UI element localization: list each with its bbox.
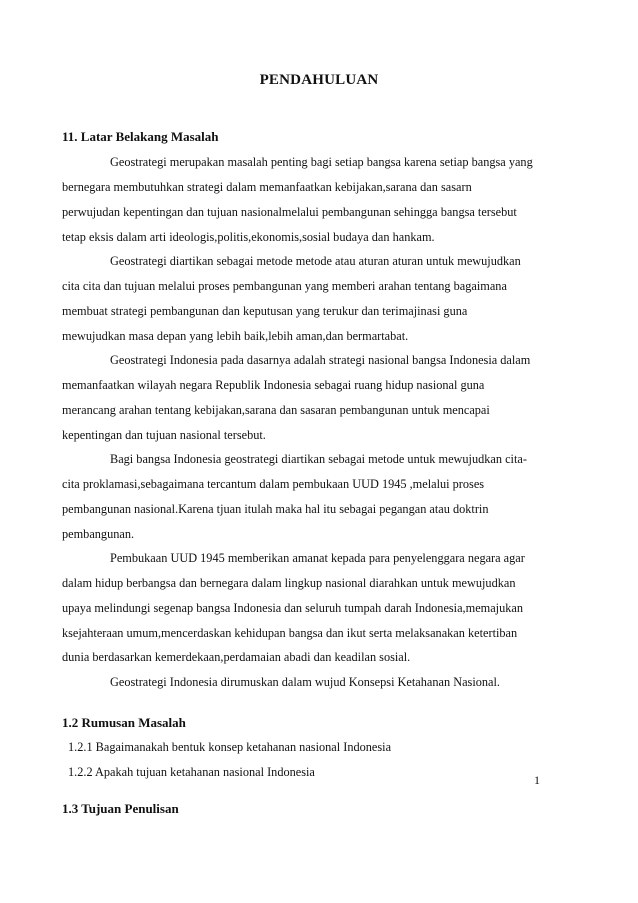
section-heading-latar-belakang: 11. Latar Belakang Masalah (62, 129, 219, 144)
paragraph-line: tetap eksis dalam arti ideologis,politis,ekonomis,sosial budaya dan hankam. (62, 230, 435, 244)
paragraph-line: merancang arahan tentang kebijakan,sarana dan sasaran pembangunan untuk mencapai (62, 403, 490, 417)
paragraph-line: bernegara membutuhkan strategi dalam memanfaatkan kebijakan,sarana dan sasarn (62, 180, 472, 194)
paragraph-line: cita proklamasi,sebagaimana tercantum dalam pembukaan UUD 1945 ,melalui proses (62, 477, 485, 491)
list-item: 1.2.1 Bagaimanakah bentuk konsep ketahanan nasional Indonesia (68, 740, 392, 754)
page-title: PENDAHULUAN (259, 72, 379, 88)
paragraph-line: cita cita dan tujuan melalui proses pembangunan yang memberi arahan tentang bagaimana (62, 279, 507, 293)
paragraph-line: membuat strategi pembangunan dan keputusan yang terukur dan terimajinasi guna (62, 304, 468, 318)
paragraph-line: ksejahteraan umum,mencerdaskan kehidupan bangsa dan ikut serta melaksanakan ketertiban (62, 626, 518, 640)
paragraph-line: memanfaatkan wilayah negara Republik Indonesia sebagai ruang hidup nasional guna (62, 378, 485, 392)
page-number: 1 (534, 773, 540, 787)
paragraph-line: perwujudan kepentingan dan tujuan nasionalmelalui pembangunan sehingga bangsa tersebut (62, 205, 517, 219)
paragraph-line: dunia berdasarkan kemerdekaan,perdamaian abadi dan keadilan sosial. (62, 650, 411, 664)
paragraph-line: Geostrategi diartikan sebagai metode metode atau aturan aturan untuk mewujudkan (110, 254, 521, 268)
paragraph-line: upaya melindungi segenap bangsa Indonesia dan seluruh tumpah darah Indonesia,memajukan (62, 601, 523, 615)
paragraph-line: Geostrategi Indonesia pada dasarnya adalah strategi nasional bangsa Indonesia dalam (110, 353, 531, 367)
paragraph-line: Geostrategi merupakan masalah penting bagi setiap bangsa karena setiap bangsa yang (110, 155, 533, 169)
paragraph-line: dalam hidup berbangsa dan bernegara dalam lingkup nasional diarahkan untuk mewujudkan (62, 576, 516, 590)
paragraph-line: mewujudkan masa depan yang lebih baik,lebih aman,dan bermartabat. (62, 329, 409, 343)
paragraph-line: pembangunan. (62, 527, 135, 541)
list-item: 1.2.2 Apakah tujuan ketahanan nasional Indonesia (68, 765, 315, 779)
paragraph-line: pembangunan nasional.Karena tjuan itulah maka hal itu sebagai pegangan atau doktrin (62, 502, 489, 516)
paragraph-line: Pembukaan UUD 1945 memberikan amanat kepada para penyelenggara negara agar (110, 551, 525, 565)
section-heading-tujuan-penulisan: 1.3 Tujuan Penulisan (62, 801, 179, 816)
section-heading-rumusan-masalah: 1.2 Rumusan Masalah (62, 715, 186, 730)
paragraph-line: kepentingan dan tujuan nasional tersebut. (62, 428, 266, 442)
paragraph-line: Geostrategi Indonesia dirumuskan dalam wujud Konsepsi Ketahanan Nasional. (110, 675, 500, 689)
paragraph-line: Bagi bangsa Indonesia geostrategi diartikan sebagai metode untuk mewujudkan cita- (110, 452, 527, 466)
